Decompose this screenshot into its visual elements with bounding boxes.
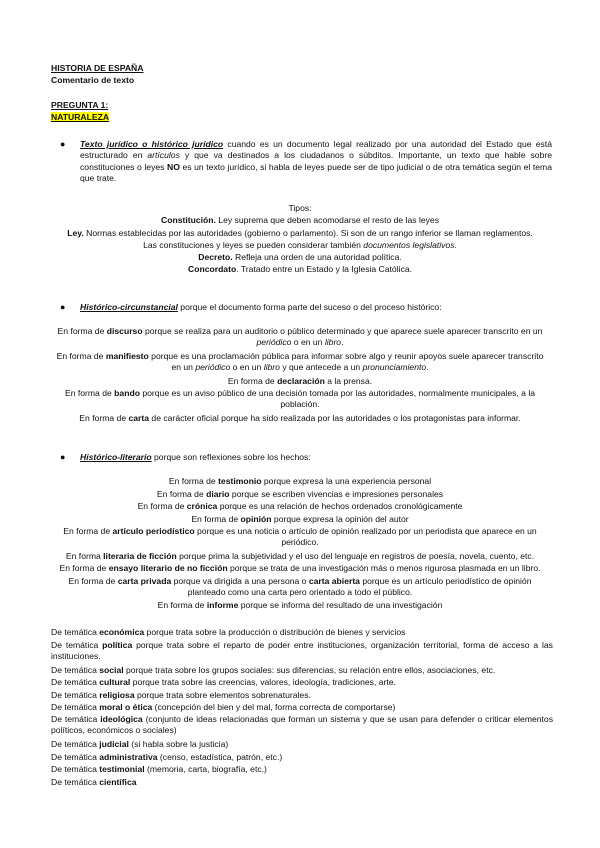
tematica-cientifica: De temática científica: [51, 777, 137, 787]
tematica-social: De temática social porque trata sobre los grupos sociales: sus diferencias, su relación entre ellos, asociaciones, etc.: [51, 665, 496, 675]
tematica-politica: De temática política porque trata sobre el reparto de poder entre instituciones, organización territorial, forma de acceso a las instituciones.: [51, 640, 553, 662]
tematica-moral: De temática moral o ética (concepción del bien y del mal, forma correcta de comportarse): [51, 702, 396, 712]
literario-intro: Histórico-literario porque son reflexiones sobre los hechos:: [80, 452, 311, 462]
forma-cronica: En forma de crónica porque es una relación de hechos ordenados cronológicamente: [137, 501, 463, 511]
forma-carta: En forma de carta de carácter oficial porque ha sido realizada por las autoridades o los protagonistas para informar.: [79, 413, 521, 423]
bullet-icon: ●: [60, 139, 66, 149]
forma-testimonio: En forma de testimonio porque expresa la una experiencia personal: [168, 476, 432, 486]
tipo-ley: Ley. Normas establecidas por las autoridades (gobierno o parlamento). Si son de un rango inferior se llaman reglamentos.: [67, 228, 533, 238]
tipo-decreto: Decreto. Refleja una orden de una autoridad política.: [198, 252, 402, 262]
document-subtitle: Comentario de texto: [51, 75, 135, 85]
forma-diario: En forma de diario porque se escriben vivencias e impresiones personales: [156, 489, 444, 499]
circunstancial-term: Histórico-circunstancial: [80, 302, 178, 312]
forma-articulo: En forma de artículo periodístico porque es una noticia o artículo de opinión realizado por un periodista que aparece en un periódico.: [63, 526, 537, 548]
forma-discurso: En forma de discurso porque se realiza para un auditorio o público determinado y que aparece suele aparecer transcrito en un periódico o en un libro.: [57, 326, 543, 348]
forma-opinion: En forma de opinión porque expresa la opinión del autor: [191, 514, 409, 524]
tematica-economica: De temática económica porque trata sobre la producción o distribución de bienes y servicios: [51, 627, 406, 637]
bullet-icon: ●: [60, 452, 66, 462]
juridico-paragraph: Texto jurídico o histórico jurídico cuando es un documento legal realizado por una autoridad del Estado que está estructurado en artículos y que va destinados a los ciudadanos o súbditos. Importante, un texto que hable sobre constituciones o leyes NO es un texto jurídico, si habla de leyes puede ser de tipo judicial o de otra temática según el tema que trate.: [80, 139, 552, 184]
bullet-icon: ●: [60, 302, 66, 312]
tipo-constitucion: Constitución. Ley suprema que deben acomodarse el resto de las leyes: [161, 215, 439, 225]
section-heading: [51, 112, 109, 123]
tematica-cultural: De temática cultural porque trata sobre las creencias, valores, ideología, tradiciones, arte.: [51, 677, 396, 687]
circunstancial-intro: Histórico-circunstancial porque el documento forma parte del suceso o del proceso histórico:: [80, 302, 442, 312]
forma-declaracion: En forma de declaración a la prensa.: [227, 376, 373, 386]
tematica-judicial: De temática judicial (si habla sobre la justicia): [51, 739, 229, 749]
tematica-testimonial: De temática testimonial (memoria, carta, biografía, etc.): [51, 764, 267, 774]
forma-carta-privada: En forma de carta privada porque va dirigida a una persona o carta abierta porque es un artículo periodístico de opinión planteado como una carta pero orientado a todo el público.: [68, 576, 532, 598]
document-title: HISTORIA DE ESPAÑA: [51, 63, 144, 73]
tematica-administrativa: De temática administrativa (censo, estadística, patrón, etc.): [51, 752, 283, 762]
literario-term: Histórico-literario: [80, 452, 152, 462]
forma-informe: En forma de informe porque se informa del resultado de una investigación: [157, 600, 443, 610]
juridico-term: Texto jurídico o histórico jurídico: [80, 139, 224, 149]
tipos-heading: Tipos:: [288, 203, 312, 213]
forma-manifiesto: En forma de manifiesto porque es una proclamación pública para informar sobre algo y reunir apoyos suele aparecer transcrito en un periódico o en un libro y que antecede a un pronunciamiento.: [56, 351, 544, 373]
forma-ensayo: En forma de ensayo literario de no ficción porque se trata de una investigación más o menos rigurosa plasmada en un libro.: [59, 563, 541, 573]
forma-bando: En forma de bando porque es un aviso público de una decisión tomada por las autoridades, normalmente municipales, a la población.: [64, 388, 536, 410]
tematica-ideologica: De temática ideológica (conjunto de ideas relacionadas que forman un sistema y que se usan para defender o criticar elementos políticos, económicos o sociales): [51, 714, 554, 736]
tipo-concordato: Concordato. Tratado entre un Estado y la Iglesia Católica.: [187, 264, 412, 274]
tipo-ley-note: Las constituciones y leyes se pueden considerar también documentos legislativos.: [143, 240, 457, 250]
question-heading: PREGUNTA 1:: [51, 100, 109, 110]
forma-ficcion: En forma literaria de ficción porque prima la subjetividad y el uso del lenguaje en registros de poesía, novela, cuento, etc.: [65, 551, 535, 561]
tematica-religiosa: De temática religiosa porque trata sobre elementos sobrenaturales.: [51, 690, 311, 700]
section-label: NATURALEZA: [51, 112, 110, 122]
